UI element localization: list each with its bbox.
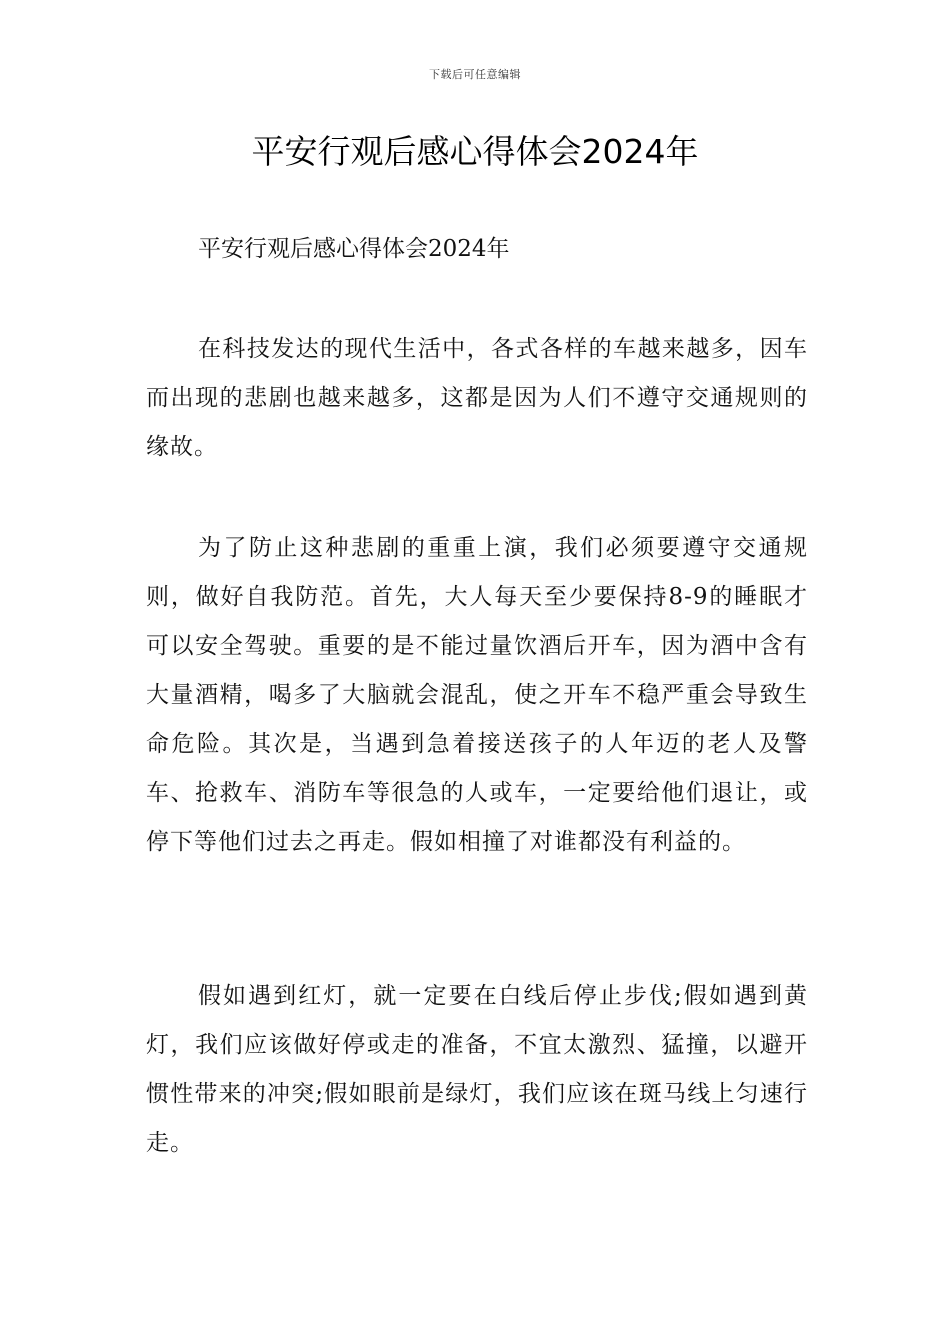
paragraph-2: 为了防止这种悲剧的重重上演，我们必须要遵守交通规则，做好自我防范。首先，大人每天至少要保持8-9的睡眠才可以安全驾驶。重要的是不能过量饮酒后开车，因为酒中含有大量酒精，喝多了大脑就会混乱，使之开车不稳严重会导致生命危险。其次是，当遇到急着接送孩子的人年迈的老人及警车、抢救车、消防车等很急的人或车，一定要给他们退让，或停下等他们过去之再走。假如相撞了对谁都没有利益的。 [146, 535, 808, 855]
document-title: 平安行观后感心得体会2024年 [251, 132, 699, 171]
paragraph-3: 假如遇到红灯，就一定要在白线后停止步伐;假如遇到黄灯，我们应该做好停或走的准备，不宜太激烈、猛撞，以避开惯性带来的冲突;假如眼前是绿灯，我们应该在斑马线上匀速行走。 [146, 983, 808, 1156]
header-note: 下载后可任意编辑 [429, 68, 521, 81]
paragraph-1: 在科技发达的现代生活中，各式各样的车越来越多，因车而出现的悲剧也越来越多，这都是因为人们不遵守交通规则的缘故。 [146, 336, 808, 460]
document-subtitle: 平安行观后感心得体会2024年 [198, 236, 510, 262]
